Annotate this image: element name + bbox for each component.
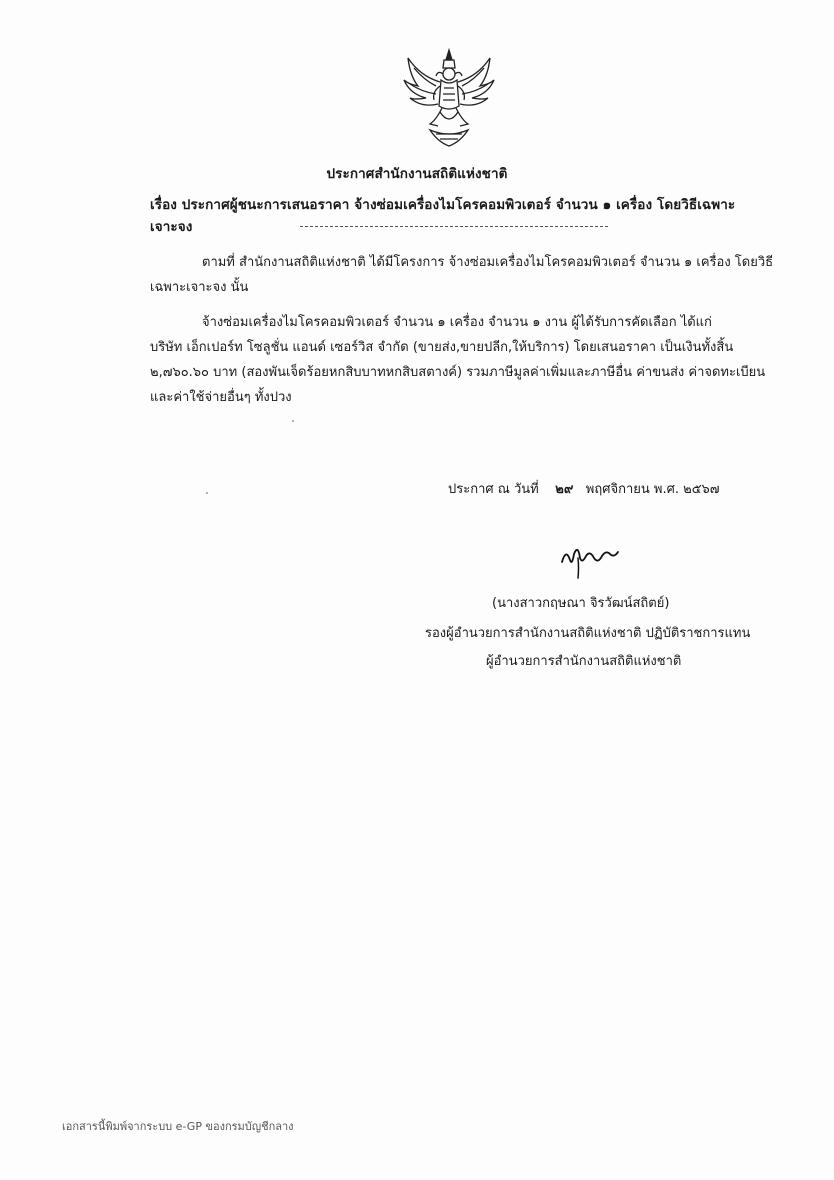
body-paragraph-2-line-4: และค่าใช้จ่ายอื่นๆ ทั้งปวง	[150, 390, 292, 405]
scan-speck	[206, 492, 208, 494]
garuda-emblem-icon	[400, 46, 498, 150]
body-paragraph-2-line-1: จ้างซ่อมเครื่องไมโครคอมพิวเตอร์ จำนวน ๑ เครื่อง จำนวน ๑ งาน ผู้ได้รับการคัดเลือก ได้แก่	[202, 315, 712, 330]
announcement-date	[448, 478, 720, 499]
title-divider	[300, 226, 608, 227]
body-paragraph-2-line-2: บริษัท เอ็กเปอร์ท โซลูชั่น แอนด์ เซอร์วิส จำกัด (ขายส่ง,ขายปลีก,ให้บริการ) โดยเสนอราคา เป็นเงินทั้งสิ้น	[150, 340, 734, 355]
announcement-date-month-year: พฤศจิกายน พ.ศ. ๒๕๖๗	[585, 482, 720, 497]
body-paragraph-1-line-1: ตามที่ สำนักงานสถิติแห่งชาติ ได้มีโครงการ จ้างซ่อมเครื่องไมโครคอมพิวเตอร์ จำนวน ๑ เครื่อง โดยวิธี	[202, 255, 774, 270]
signatory-position-line-1: รองผู้อำนวยการสำนักงานสถิติแห่งชาติ ปฏิบัติราชการแทน	[425, 626, 751, 641]
body-paragraph-2-line-3: ๒,๗๖๐.๖๐ บาท (สองพันเจ็ดร้อยหกสิบบาทหกสิบสตางค์) รวมภาษีมูลค่าเพิ่มและภาษีอื่น ค่าขนส่ง ค่าจดทะเบียน	[150, 365, 766, 380]
announcement-date-prefix: ประกาศ ณ วันที่	[448, 482, 539, 497]
body-paragraph-1-line-2: เฉพาะเจาะจง นั้น	[150, 280, 249, 295]
scan-speck	[292, 420, 294, 422]
signatory-name: (นางสาวกฤษณา จิรวัฒน์สถิตย์)	[492, 596, 670, 611]
document-subject: เรื่อง ประกาศผู้ชนะการเสนอราคา จ้างซ่อมเครื่องไมโครคอมพิวเตอร์ จำนวน ๑ เครื่อง โดยวิธีเฉพาะเจาะจง	[150, 197, 736, 235]
handwritten-signature	[556, 540, 626, 580]
signatory-position-line-2: ผู้อำนวยการสำนักงานสถิติแห่งชาติ	[486, 654, 682, 669]
footer-egp-note: เอกสารนี้พิมพ์จากระบบ e-GP ของกรมบัญชีกลาง	[62, 1120, 294, 1133]
announcement-date-day: ๒๙	[555, 482, 574, 497]
document-title: ประกาศสำนักงานสถิติแห่งชาติ	[326, 166, 508, 182]
